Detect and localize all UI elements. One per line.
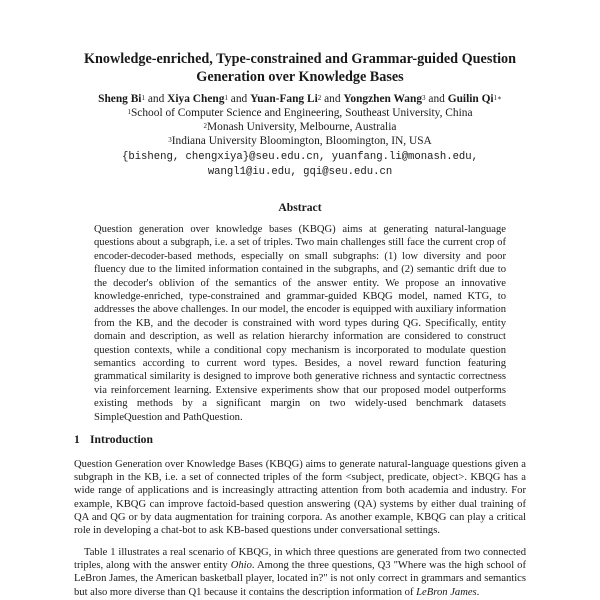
author-separator: and: [428, 93, 445, 105]
author-list: [40, 93, 560, 106]
intro-paragraph: Question Generation over Knowledge Bases (KBQG) aims to generate natural-language questions given a subgraph in the KB, i.e. a set of connected triples of the form <subject, predicate, object>. KBQG has a wide range of applications and is increasingly attracting attention from both academia and industry. For example, KBQG can improve factoid-based question answering (QA) systems by either dual training of QA and QG or by data augmentation for training corpora. As another example, KBQG can play a critical role in developing a chat-bot to ask KB-based questions under conversational settings.: [74, 459, 526, 537]
author-affil-mark: 1: [224, 94, 228, 102]
affil-mark: 3: [168, 136, 172, 144]
paragraph-text: . Among the three questions, Q3 "Where was the high school of LeBron James, the American basketball player, located in?" is not only correct in grammars and semantics but also more diverse than Q1 because it contains the description information of: [74, 560, 526, 598]
author-name: Xiya Cheng: [167, 93, 225, 105]
author-affil-mark: 2: [317, 94, 322, 102]
author-affil-mark: 1∗: [493, 94, 502, 102]
author-affil-mark: 3: [422, 94, 426, 102]
intro-paragraph: [74, 546, 526, 599]
answer-entity: Ohio: [230, 560, 252, 572]
affiliation: [40, 121, 560, 134]
affiliation: [40, 107, 560, 120]
email-line: {bisheng, chengxiya}@seu.edu.cn, yuanfang.li@monash.edu,: [121, 151, 478, 163]
affil-text: School of Computer Science and Engineering, Southeast University, China: [130, 107, 473, 119]
section-title: Introduction: [90, 433, 153, 446]
abstract-text: Question generation over knowledge bases (KBQG) aims at generating natural-language questions about a subgraph, i.e. a set of triples. Two main challenges still face the current crop of encoder-decoder-based methods, especially on small subgraphs: (1) low diversity and poor fluency due to the limited information contained in the subgraphs, and (2) semantic drift due to the decoder's oblivion of the semantics of the answer entity. We propose an innovative knowledge-enriched, type-constrained and grammar-guided KBQG model, named KTG, to addresses the above challenges. In our model, the encoder is equipped with auxiliary information from the KB, and the decoder is constrained with word types during QG. Specifically, entity domain and description, as well as relation hierarchy information are considered to construct question contexts, while a conditional copy mechanism is incorporated to modulate question semantics according to current word types. Besides, a novel reward function featuring grammatical similarity is designed to improve both generative richness and syntactic correctness via reinforcement learning. Extensive experiments show that our proposed model outperforms existing methods by a significant margin on two widely-used benchmark datasets SimpleQuestion and PathQuestion.: [94, 224, 506, 423]
abstract-heading: Abstract: [278, 201, 322, 214]
paragraph-text: .: [476, 586, 480, 598]
paper-title: Knowledge-enriched, Type-constrained and Grammar-guided Question Generation over Knowledge Bases: [83, 51, 517, 85]
affiliation: [40, 135, 560, 148]
entity-name: LeBron James: [416, 586, 477, 598]
section-heading: [74, 433, 153, 446]
affil-text: Monash University, Melbourne, Australia: [207, 121, 397, 133]
affil-text: Indiana University Bloomington, Bloomington, IN, USA: [171, 135, 432, 147]
email-line: wangl1@iu.edu, gqi@seu.edu.cn: [207, 166, 393, 178]
author-affil-mark: 1: [141, 94, 145, 102]
author-separator: and: [324, 93, 341, 105]
paragraph-text: Table 1 illustrates a real scenario of KBQG, in which three questions are generated from two connected triples, along with the answer entity: [74, 547, 526, 572]
affil-mark: 2: [203, 122, 208, 130]
author-name: Yuan-Fang Li: [250, 93, 318, 105]
author-separator: and: [230, 93, 248, 105]
author-name: Guilin Qi: [447, 93, 494, 105]
affil-mark: 1: [127, 108, 131, 116]
section-number: 1: [74, 433, 80, 446]
author-separator: and: [147, 93, 165, 105]
author-name: Sheng Bi: [98, 93, 142, 105]
author-name: Yongzhen Wang: [343, 93, 423, 105]
